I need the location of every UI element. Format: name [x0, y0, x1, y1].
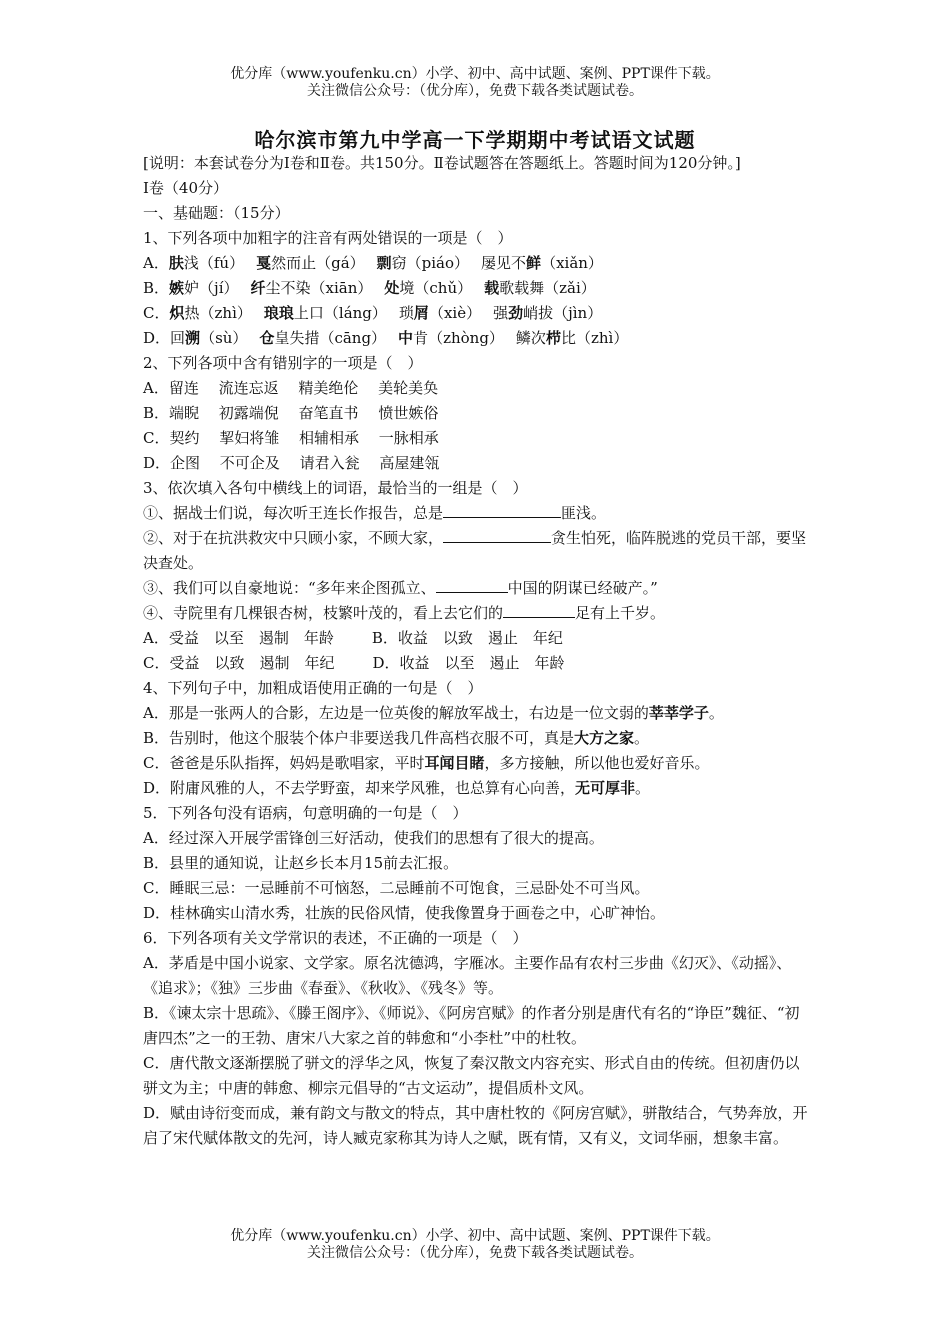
question-2-stem: 2、下列各项中含有错别字的一项是（ ）: [143, 354, 423, 372]
question-2-option-b: B．端睨 初露端倪 奋笔直书 愤世嫉俗: [143, 404, 439, 422]
question-3-stem: 3、依次填入各句中横线上的词语，最恰当的一组是（ ）: [143, 479, 528, 497]
footer-line-1: 优分库（www.youfenku.cn）小学、初中、高中试题、案例、PPT课件下载。: [230, 1228, 720, 1244]
question-6-option-d: D．赋由诗衍变而成，兼有韵文与散文的特点，其中唐杜牧的《阿房宫赋》，骈散结合，气势奔放，开启了宋代赋体散文的先河，诗人臧克家称其为诗人之赋，既有情，又有义，文词华丽，想象丰富。: [143, 1104, 808, 1147]
question-3-sentence-3: ③、我们可以自豪地说：“多年来企图孤立、 中国的阴谋已经破产。”: [143, 579, 658, 597]
fill-blank: [503, 602, 575, 618]
question-4-option-c: C．爸爸是乐队指挥，妈妈是歌唱家，平时耳闻目睹，多方接触，所以他也爱好音乐。: [143, 754, 710, 772]
question-5-stem: 5．下列各句没有语病，句意明确的一句是（ ）: [143, 804, 468, 822]
question-5-option-a: A．经过深入开展学雷锋创三好活动，使我们的思想有了很大的提高。: [143, 829, 604, 847]
question-3-sentence-2: ②、对于在抗洪救灾中只顾小家，不顾大家， 贪生怕死，临阵脱逃的党员干部，要坚决查处。: [143, 529, 807, 572]
question-1-option-c: C．炽热（zhì） 琅琅上口（láng） 琐屑（xiè） 强劲峭拔（jìn）: [143, 304, 603, 322]
fill-blank: [443, 527, 551, 543]
question-6-stem: 6．下列各项有关文学常识的表述，不正确的一项是（ ）: [143, 929, 528, 947]
header-line-1: 优分库（www.youfenku.cn）小学、初中、高中试题、案例、PPT课件下载。: [230, 66, 720, 82]
question-6-option-c: C．唐代散文逐渐摆脱了骈文的浮华之风，恢复了秦汉散文内容充实、形式自由的传统。但初唐仍以骈文为主；中唐的韩愈、柳宗元倡导的“古文运动”，提倡质朴文风。: [143, 1054, 800, 1097]
question-6-option-a: A．茅盾是中国小说家、文学家。原名沈德鸿，字雁冰。主要作品有农村三步曲《幻灭》、《动摇》、《追求》；《独》三步曲《春蚕》、《秋收》、《残冬》等。: [143, 954, 792, 997]
section-one-heading: 一、基础题：（15分）: [143, 204, 290, 222]
question-2-option-c: C．契约 挈妇将雏 相辅相承 一脉相承: [143, 429, 439, 447]
question-4-stem: 4、下列句子中，加粗成语使用正确的一句是（ ）: [143, 679, 483, 697]
question-1-option-d: D．回溯（sù） 仓皇失措（cāng） 中肯（zhòng） 鳞次栉比（zhì）: [143, 329, 629, 347]
question-5-option-c: C．睡眠三忌：一忌睡前不可恼怒，二忌睡前不可饱食，三忌卧处不可当风。: [143, 879, 650, 897]
page-footer: [0, 1228, 950, 1262]
fill-blank: [443, 502, 561, 518]
question-1-option-b: B．嫉妒（jí） 纤尘不染（xiān） 处境（chǔ） 载歌载舞（zǎi）: [143, 279, 596, 297]
exam-instructions: [说明：本套试卷分为Ⅰ卷和Ⅱ卷。共150分。Ⅱ卷试题答在答题纸上。答题时间为120分钟。]: [143, 154, 741, 172]
fill-blank: [436, 577, 508, 593]
question-1-stem: 1、下列各项中加粗字的注音有两处错误的一项是（ ）: [143, 229, 513, 247]
document-body: [143, 151, 811, 1151]
page-header: [0, 66, 950, 100]
question-6-option-b: B．《谏太宗十思疏》、《滕王阁序》、《师说》、《阿房宫赋》的作者分别是唐代有名的“诤臣”魏征、“初唐四杰”之一的王勃、唐宋八大家之首的韩愈和“小李杜”中的杜牧。: [143, 1004, 800, 1047]
question-4-option-d: D．附庸风雅的人，不去学野蛮，却来学风雅，也总算有心向善，无可厚非。: [143, 779, 651, 797]
question-2-option-d: D．企图 不可企及 请君入瓮 高屋建瓴: [143, 454, 440, 472]
question-3-options-cd: C．受益 以致 遏制 年纪 D．收益 以至 遏止 年龄: [143, 654, 565, 672]
question-4-option-b: B．告别时，他这个服装个体户非要送我几件高档衣服不可，真是大方之家。: [143, 729, 650, 747]
question-1-option-a: A．肤浅（fú） 戛然而止（gá） 剽窃（piáo） 屡见不鲜（xiǎn）: [143, 254, 603, 272]
question-3-sentence-1: ①、据战士们说，每次听王连长作报告，总是 匪浅。: [143, 504, 607, 522]
header-line-2: 关注微信公众号：（优分库），免费下载各类试题试卷。: [307, 83, 643, 99]
question-4-option-a: A．那是一张两人的合影，左边是一位英俊的解放军战士，右边是一位文弱的莘莘学子。: [143, 704, 724, 722]
footer-line-2: 关注微信公众号：（优分库），免费下载各类试题试卷。: [307, 1245, 643, 1261]
question-2-option-a: A．留连 流连忘返 精美绝伦 美轮美奂: [143, 379, 439, 397]
part-one-heading: Ⅰ卷（40分）: [143, 179, 229, 197]
question-5-option-b: B．县里的通知说，让赵乡长本月15前去汇报。: [143, 854, 459, 872]
question-3-options-ab: A．受益 以至 遏制 年龄 B．收益 以致 遏止 年纪: [143, 629, 563, 647]
question-5-option-d: D．桂林确实山清水秀，壮族的民俗风情，使我像置身于画卷之中，心旷神怡。: [143, 904, 666, 922]
question-3-sentence-4: ④、寺院里有几棵银杏树，枝繁叶茂的，看上去它们的 足有上千岁。: [143, 604, 666, 622]
page-title: 哈尔滨市第九中学高一下学期期中考试语文试题: [254, 128, 696, 152]
